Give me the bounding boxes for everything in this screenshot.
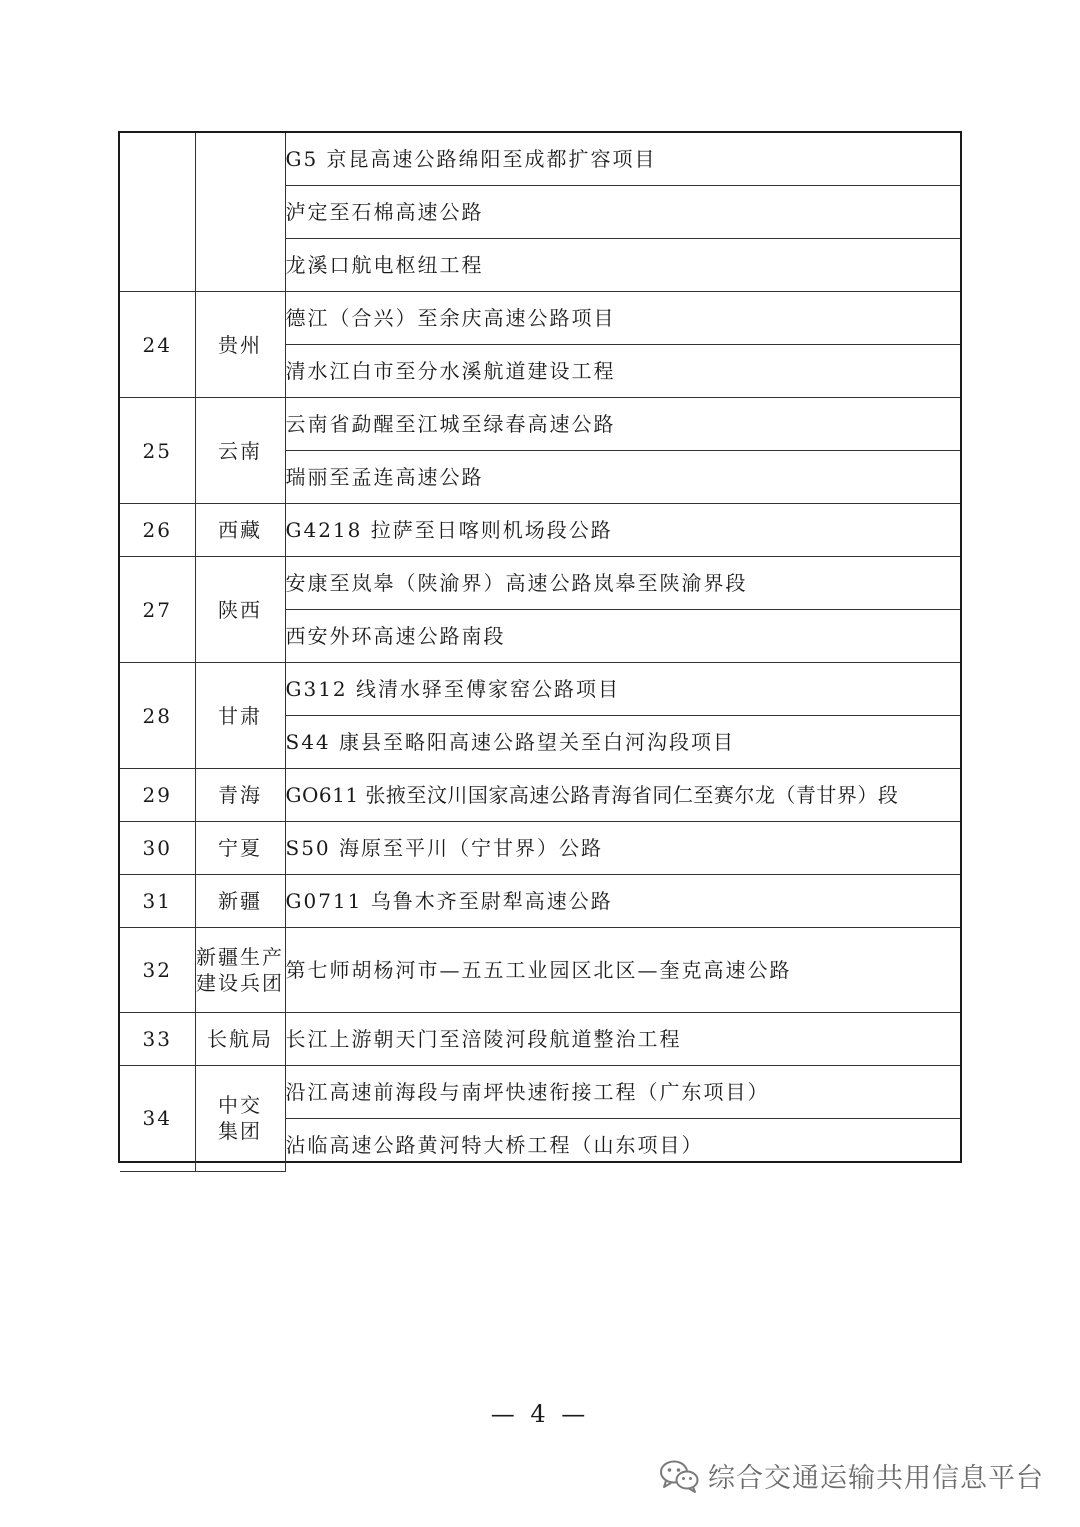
project-cell: S44 康县至略阳高速公路望关至白河沟段项目 <box>285 716 960 769</box>
province-cell: 甘肃 <box>195 663 285 769</box>
project-cell: 清水江白市至分水溪航道建设工程 <box>285 345 960 398</box>
project-table-grid <box>120 133 960 1172</box>
row-number-cell: 34 <box>120 1066 195 1172</box>
project-cell: 长江上游朝天门至涪陵河段航道整治工程 <box>285 1013 960 1066</box>
project-cell: 沾临高速公路黄河特大桥工程（山东项目） <box>285 1119 960 1172</box>
project-cell: 瑞丽至孟连高速公路 <box>285 451 960 504</box>
watermark-text: 综合交通运输共用信息平台 <box>708 1463 1044 1494</box>
project-cell: G0711 乌鲁木齐至尉犁高速公路 <box>285 875 960 928</box>
table-row <box>120 1066 960 1119</box>
province-cell <box>195 133 285 292</box>
table-row <box>120 822 960 875</box>
province-cell: 新疆 <box>195 875 285 928</box>
row-number-cell: 31 <box>120 875 195 928</box>
row-number-cell: 27 <box>120 557 195 663</box>
table-row <box>120 663 960 716</box>
table-row <box>120 292 960 345</box>
project-cell: G312 线清水驿至傅家窑公路项目 <box>285 663 960 716</box>
province-cell: 西藏 <box>195 504 285 557</box>
province-cell: 陕西 <box>195 557 285 663</box>
row-number-cell: 30 <box>120 822 195 875</box>
province-cell: 中交集团 <box>195 1066 285 1172</box>
row-number-cell: 33 <box>120 1013 195 1066</box>
row-number-cell: 32 <box>120 928 195 1013</box>
project-cell: G5 京昆高速公路绵阳至成都扩容项目 <box>285 133 960 186</box>
wechat-icon <box>658 1458 700 1494</box>
row-number-cell: 24 <box>120 292 195 398</box>
row-number-cell <box>120 133 195 292</box>
table-row <box>120 875 960 928</box>
row-number-cell: 28 <box>120 663 195 769</box>
project-cell: G4218 拉萨至日喀则机场段公路 <box>285 504 960 557</box>
project-cell: 龙溪口航电枢纽工程 <box>285 239 960 292</box>
project-cell: 第七师胡杨河市—五五工业园区北区—奎克高速公路 <box>285 928 960 1013</box>
project-cell: 安康至岚皋（陕渝界）高速公路岚皋至陕渝界段 <box>285 557 960 610</box>
row-number-cell: 26 <box>120 504 195 557</box>
table-row <box>120 504 960 557</box>
project-cell: 泸定至石棉高速公路 <box>285 186 960 239</box>
watermark <box>658 1456 1044 1495</box>
project-cell: 沿江高速前海段与南坪快速衔接工程（广东项目） <box>285 1066 960 1119</box>
project-cell: GO611 张掖至汶川国家高速公路青海省同仁至赛尔龙（青甘界）段 <box>285 769 960 822</box>
province-cell: 新疆生产建设兵团 <box>195 928 285 1013</box>
page-number: — 4 — <box>490 1400 590 1428</box>
project-cell: S50 海原至平川（宁甘界）公路 <box>285 822 960 875</box>
table-row <box>120 133 960 186</box>
project-cell: 云南省勐醒至江城至绿春高速公路 <box>285 398 960 451</box>
table-row <box>120 1013 960 1066</box>
province-cell: 贵州 <box>195 292 285 398</box>
province-cell: 青海 <box>195 769 285 822</box>
province-cell: 长航局 <box>195 1013 285 1066</box>
project-cell: 德江（合兴）至余庆高速公路项目 <box>285 292 960 345</box>
province-cell: 宁夏 <box>195 822 285 875</box>
table-row <box>120 928 960 1013</box>
province-cell: 云南 <box>195 398 285 504</box>
row-number-cell: 29 <box>120 769 195 822</box>
table-row <box>120 769 960 822</box>
project-table <box>118 131 962 1163</box>
table-row <box>120 557 960 610</box>
table-row <box>120 398 960 451</box>
project-cell: 西安外环高速公路南段 <box>285 610 960 663</box>
row-number-cell: 25 <box>120 398 195 504</box>
